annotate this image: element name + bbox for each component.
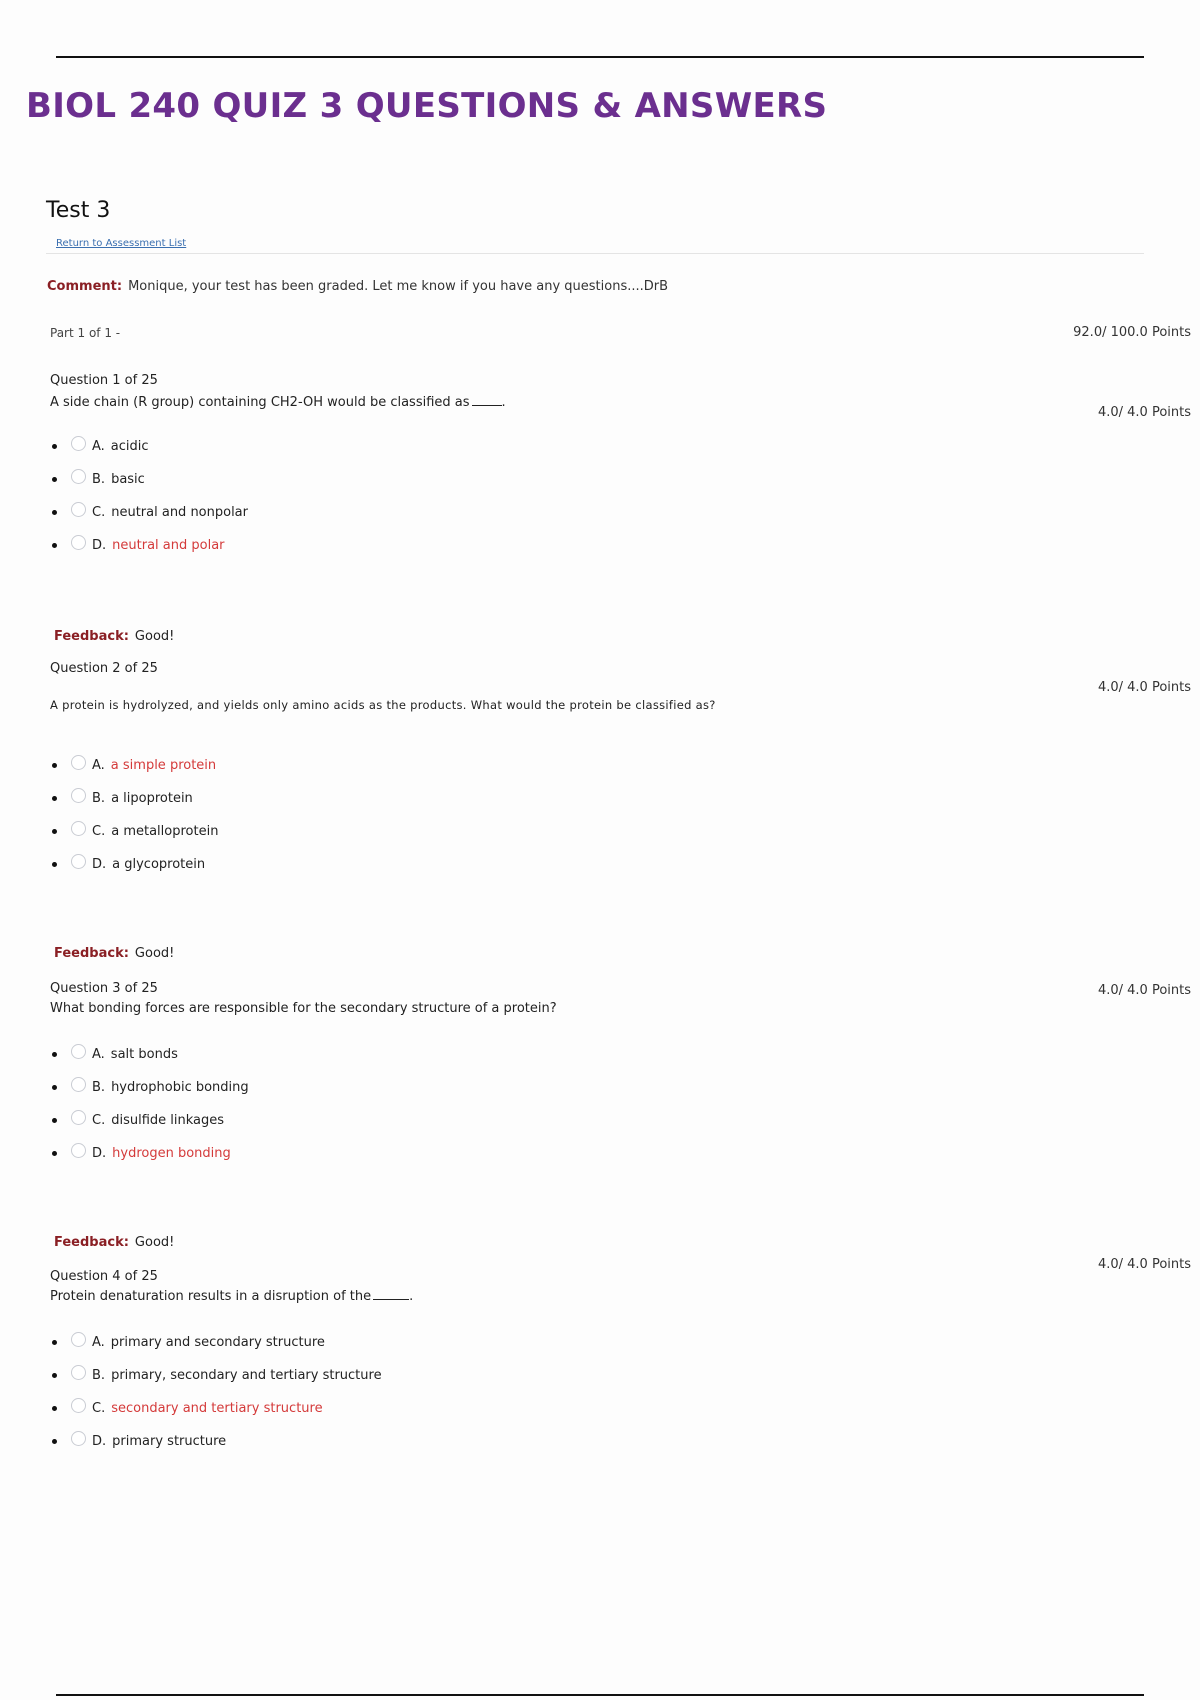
option-text: primary, secondary and tertiary structure <box>111 1368 382 1383</box>
bullet <box>52 1052 57 1057</box>
radio-button[interactable] <box>71 1431 86 1446</box>
option-text-correct: hydrogen bonding <box>112 1146 231 1161</box>
question-1-prompt: A side chain (R group) containing CH2-OH would be classified as <box>50 395 470 410</box>
option[interactable] <box>52 1071 249 1104</box>
option-letter: B. <box>92 1080 106 1095</box>
part-label: Part 1 of 1 - <box>50 326 121 340</box>
question-4-text: Protein denaturation results in a disruption of the . <box>50 1289 414 1304</box>
option-text: primary and secondary structure <box>110 1335 325 1350</box>
answer-blank <box>472 405 502 406</box>
comment-text: Monique, your test has been graded. Let me know if you have any questions....DrB <box>128 279 669 294</box>
bullet <box>52 1151 57 1156</box>
question-2-points: 4.0/ 4.0 Points <box>1097 680 1191 695</box>
feedback-text: Good! <box>134 1235 175 1250</box>
bullet <box>52 444 57 449</box>
option-letter: D. <box>92 857 107 872</box>
feedback-label: Feedback: <box>54 946 129 961</box>
radio-button[interactable] <box>71 755 86 770</box>
bullet <box>52 1118 57 1123</box>
bullet <box>52 862 57 867</box>
bullet <box>52 1439 57 1444</box>
option[interactable] <box>52 1359 382 1392</box>
return-to-assessment-link[interactable]: Return to Assessment List <box>56 238 187 249</box>
option-letter: B. <box>92 1368 106 1383</box>
answer-blank <box>373 1299 409 1300</box>
question-4-points: 4.0/ 4.0 Points <box>1097 1257 1191 1272</box>
option[interactable] <box>52 430 248 463</box>
radio-button[interactable] <box>71 502 86 517</box>
feedback-label: Feedback: <box>54 629 129 644</box>
option[interactable] <box>52 749 218 782</box>
option-letter: A. <box>92 758 105 773</box>
option-letter: A. <box>92 1047 105 1062</box>
radio-button[interactable] <box>71 436 86 451</box>
radio-button[interactable] <box>71 1044 86 1059</box>
bullet <box>52 477 57 482</box>
radio-button[interactable] <box>71 821 86 836</box>
option-text: hydrophobic bonding <box>111 1080 249 1095</box>
option[interactable] <box>52 1326 382 1359</box>
bottom-rule <box>56 1694 1144 1696</box>
option[interactable] <box>52 815 218 848</box>
total-points: 92.0/ 100.0 Points <box>1073 325 1191 340</box>
instructor-comment <box>47 279 668 294</box>
feedback-text: Good! <box>134 629 175 644</box>
question-4-prompt: Protein denaturation results in a disruption of the <box>50 1289 372 1304</box>
option-text-correct: neutral and polar <box>112 538 225 553</box>
option-letter: C. <box>92 505 106 520</box>
question-2-feedback <box>54 946 174 961</box>
bullet <box>52 1085 57 1090</box>
option[interactable] <box>52 529 248 562</box>
radio-button[interactable] <box>71 854 86 869</box>
question-4-options <box>52 1326 382 1458</box>
option[interactable] <box>52 496 248 529</box>
question-1-header: Question 1 of 25 <box>50 373 158 388</box>
option-text: acidic <box>110 439 149 454</box>
option-letter: C. <box>92 1401 106 1416</box>
option-text: a metalloprotein <box>111 824 219 839</box>
question-1-text: A side chain (R group) containing CH2-OH would be classified as . <box>50 395 506 410</box>
question-3-text: What bonding forces are responsible for the secondary structure of a protein? <box>50 1001 557 1016</box>
bullet <box>52 1340 57 1345</box>
radio-button[interactable] <box>71 1110 86 1125</box>
option[interactable] <box>52 848 218 881</box>
question-3-points: 4.0/ 4.0 Points <box>1097 983 1191 998</box>
option[interactable] <box>52 1038 249 1071</box>
bullet <box>52 796 57 801</box>
option-text-correct: secondary and tertiary structure <box>111 1401 323 1416</box>
option[interactable] <box>52 1392 382 1425</box>
bullet <box>52 510 57 515</box>
option-letter: A. <box>92 439 105 454</box>
test-title: Test 3 <box>46 198 111 223</box>
option-text: neutral and nonpolar <box>111 505 248 520</box>
radio-button[interactable] <box>71 535 86 550</box>
option[interactable] <box>52 1137 249 1170</box>
question-2-header: Question 2 of 25 <box>50 661 158 676</box>
radio-button[interactable] <box>71 788 86 803</box>
bullet <box>52 543 57 548</box>
option-text-correct: a simple protein <box>110 758 217 773</box>
question-1-points: 4.0/ 4.0 Points <box>1097 405 1191 420</box>
question-4-header: Question 4 of 25 <box>50 1269 158 1284</box>
option-letter: D. <box>92 538 107 553</box>
radio-button[interactable] <box>71 1077 86 1092</box>
document-title: BIOL 240 QUIZ 3 QUESTIONS & ANSWERS <box>26 86 828 126</box>
option[interactable] <box>52 463 248 496</box>
question-3-options <box>52 1038 249 1170</box>
option-text: salt bonds <box>110 1047 178 1062</box>
option-text: disulfide linkages <box>111 1113 225 1128</box>
question-3-feedback <box>54 1235 174 1250</box>
option[interactable] <box>52 1104 249 1137</box>
option-letter: D. <box>92 1434 107 1449</box>
option[interactable] <box>52 782 218 815</box>
question-2-options <box>52 749 218 881</box>
bullet <box>52 1373 57 1378</box>
option-letter: A. <box>92 1335 105 1350</box>
option[interactable] <box>52 1425 382 1458</box>
option-letter: C. <box>92 1113 106 1128</box>
feedback-label: Feedback: <box>54 1235 129 1250</box>
feedback-text: Good! <box>134 946 175 961</box>
radio-button[interactable] <box>71 1332 86 1347</box>
option-text: basic <box>111 472 145 487</box>
option-text: a lipoprotein <box>111 791 193 806</box>
bullet <box>52 1406 57 1411</box>
option-letter: B. <box>92 472 106 487</box>
question-1-feedback <box>54 629 174 644</box>
option-letter: C. <box>92 824 106 839</box>
top-rule <box>56 56 1144 58</box>
option-letter: B. <box>92 791 106 806</box>
bullet <box>52 829 57 834</box>
option-text: primary structure <box>112 1434 227 1449</box>
comment-label: Comment: <box>47 279 123 294</box>
header-divider <box>46 253 1144 254</box>
option-letter: D. <box>92 1146 107 1161</box>
question-1-options <box>52 430 248 562</box>
option-text: a glycoprotein <box>112 857 206 872</box>
radio-button[interactable] <box>71 1365 86 1380</box>
radio-button[interactable] <box>71 469 86 484</box>
radio-button[interactable] <box>71 1143 86 1158</box>
question-3-header: Question 3 of 25 <box>50 981 158 996</box>
bullet <box>52 763 57 768</box>
radio-button[interactable] <box>71 1398 86 1413</box>
question-2-text: A protein is hydrolyzed, and yields only amino acids as the products. What would the protein be classified as? <box>50 698 716 712</box>
